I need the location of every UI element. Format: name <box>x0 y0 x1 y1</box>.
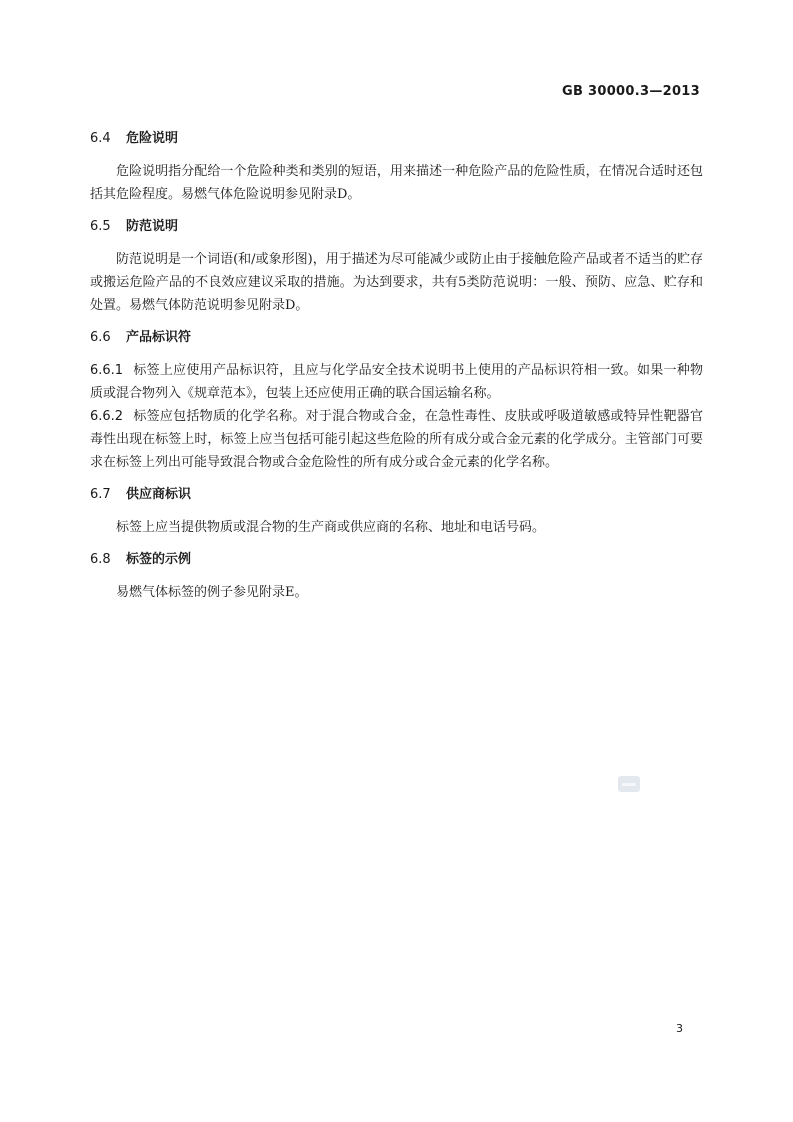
page-number: 3 <box>676 1022 683 1035</box>
section-number: 6.4 <box>90 131 111 146</box>
document-body <box>90 128 703 614</box>
section-paragraph: 易燃气体标签的例子参见附录E。 <box>116 585 308 600</box>
section-title: 标签的示例 <box>126 552 192 567</box>
section-paragraph: 标签上应当提供物质或混合物的生产商或供应商的名称、地址和电话号码。 <box>116 520 546 535</box>
subsection-number: 6.6.2 <box>90 409 124 424</box>
section-heading <box>90 484 703 506</box>
section-number: 6.8 <box>90 552 111 567</box>
subsection-number: 6.6.1 <box>90 363 124 378</box>
section-6-7 <box>90 484 703 539</box>
section-heading <box>90 549 703 571</box>
section-paragraph: 危险说明指分配给一个危险种类和类别的短语，用来描述一种危险产品的危险性质，在情况合适时还包括其危险程度。易燃气体危险说明参见附录D。 <box>90 164 703 202</box>
section-title: 防范说明 <box>126 219 179 234</box>
subsection-6-6-1 <box>90 359 703 405</box>
standard-number: GB 30000.3—2013 <box>562 84 700 99</box>
section-number: 6.7 <box>90 487 111 502</box>
subsection-6-6-2 <box>90 405 703 474</box>
section-title: 供应商标识 <box>126 487 192 502</box>
section-6-8 <box>90 549 703 604</box>
section-6-5 <box>90 216 703 317</box>
section-heading <box>90 128 703 150</box>
watermark-logo-icon <box>618 776 640 792</box>
section-title: 危险说明 <box>126 131 179 146</box>
section-heading <box>90 327 703 349</box>
section-number: 6.5 <box>90 219 111 234</box>
section-paragraph: 防范说明是一个词语(和/或象形图)，用于描述为尽可能减少或防止由于接触危险产品或者不适当的贮存或搬运危险产品的不良效应建议采取的措施。为达到要求，共有5类防范说明：一般、预防、应急、贮存和处置。易燃气体防范说明参见附录D。 <box>90 252 703 313</box>
section-6-6 <box>90 327 703 474</box>
section-number: 6.6 <box>90 330 111 345</box>
section-title: 产品标识符 <box>126 330 192 345</box>
section-6-4 <box>90 128 703 206</box>
section-heading <box>90 216 703 238</box>
subsection-text: 标签应包括物质的化学名称。对于混合物或合金，在急性毒性、皮肤或呼吸道敏感或特异性靶器官毒性出现在标签上时，标签上应当包括可能引起这些危险的所有成分或合金元素的化学成分。主管部门可要求在标签上列出可能导致混合物或合金危险性的所有成分或合金元素的化学名称。 <box>90 409 703 470</box>
subsection-text: 标签上应使用产品标识符，且应与化学品安全技术说明书上使用的产品标识符相一致。如果一种物质或混合物列入《规章范本》，包装上还应使用正确的联合国运输名称。 <box>90 363 703 401</box>
